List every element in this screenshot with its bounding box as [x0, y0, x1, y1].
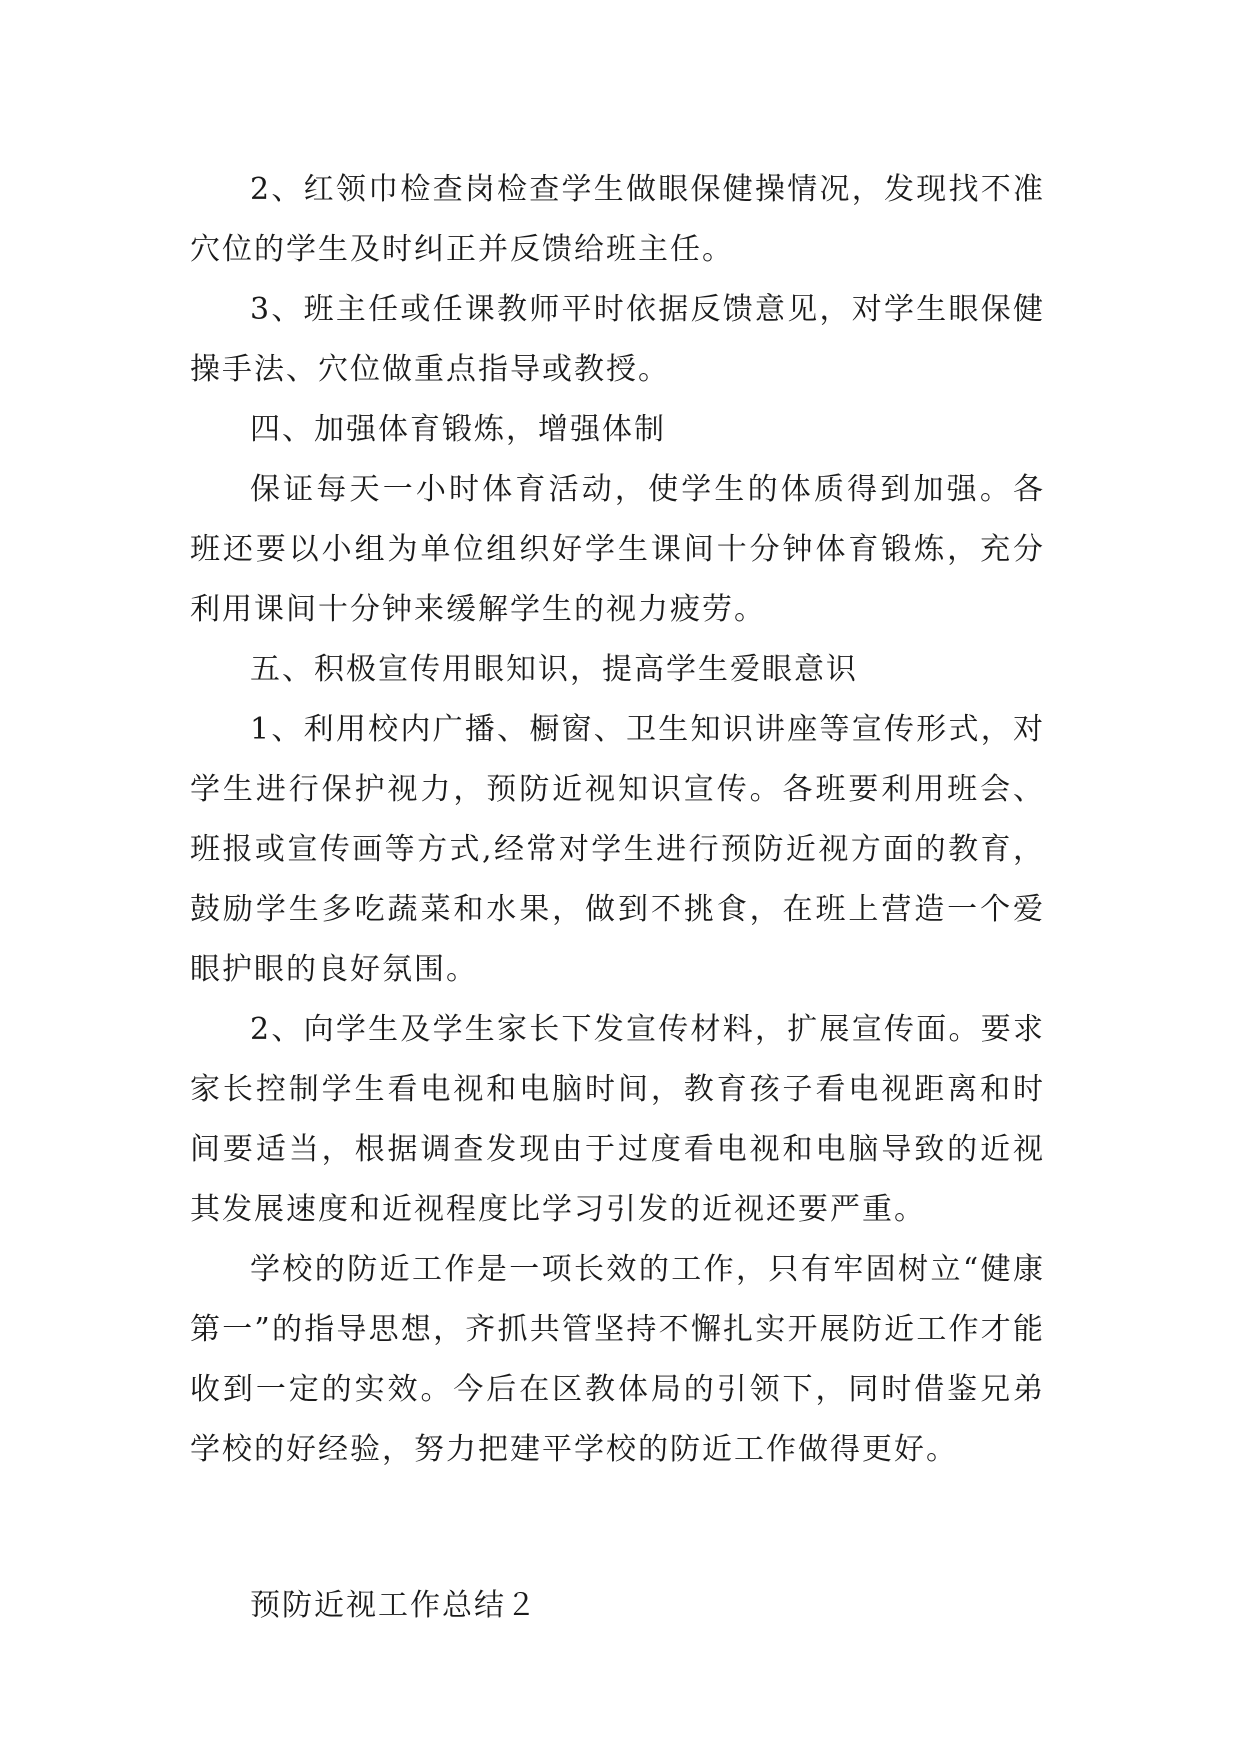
section-heading-exercise: 四、加强体育锻炼，增强体制 [250, 412, 666, 447]
paragraph-parent-materials: 2、向学生及学生家长下发宣传材料，扩展宣传面。要求家长控制学生看电视和电脑时间，教育孩子看电视距离和时间要适当，根据调查发现由于过度看电视和电脑导致的近视其发展速度和近视程度比学习引发的近视还要严重。 [190, 1012, 1045, 1227]
paragraph-daily-activity: 保证每天一小时体育活动，使学生的体质得到加强。各班还要以小组为单位组织好学生课间十分钟体育锻炼，充分利用课间十分钟来缓解学生的视力疲劳。 [190, 472, 1045, 627]
document-body [190, 160, 1045, 1636]
paragraph-conclusion: 学校的防近工作是一项长效的工作，只有牢固树立“健康第一”的指导思想，齐抓共管坚持不懈扎实开展防近工作才能收到一定的实效。今后在区教体局的引领下，同时借鉴兄弟学校的好经验，努力把建平学校的防近工作做得更好。 [190, 1252, 1045, 1467]
paragraph-campus-publicity: 1、利用校内广播、橱窗、卫生知识讲座等宣传形式，对学生进行保护视力，预防近视知识宣传。各班要利用班会、班报或宣传画等方式,经常对学生进行预防近视方面的教育，鼓励学生多吃蔬菜和水果，做到不挑食，在班上营造一个爱眼护眼的良好氛围。 [190, 712, 1045, 987]
next-section-title: 预防近视工作总结２ [250, 1588, 538, 1623]
paragraph-eye-exercise-check: 2、红领巾检查岗检查学生做眼保健操情况，发现找不准穴位的学生及时纠正并反馈给班主任。 [190, 172, 1045, 267]
paragraph-teacher-guidance: 3、班主任或任课教师平时依据反馈意见，对学生眼保健操手法、穴位做重点指导或教授。 [190, 292, 1045, 387]
section-heading-publicity: 五、积极宣传用眼知识，提高学生爱眼意识 [250, 652, 858, 687]
section-spacer [190, 1480, 1045, 1576]
